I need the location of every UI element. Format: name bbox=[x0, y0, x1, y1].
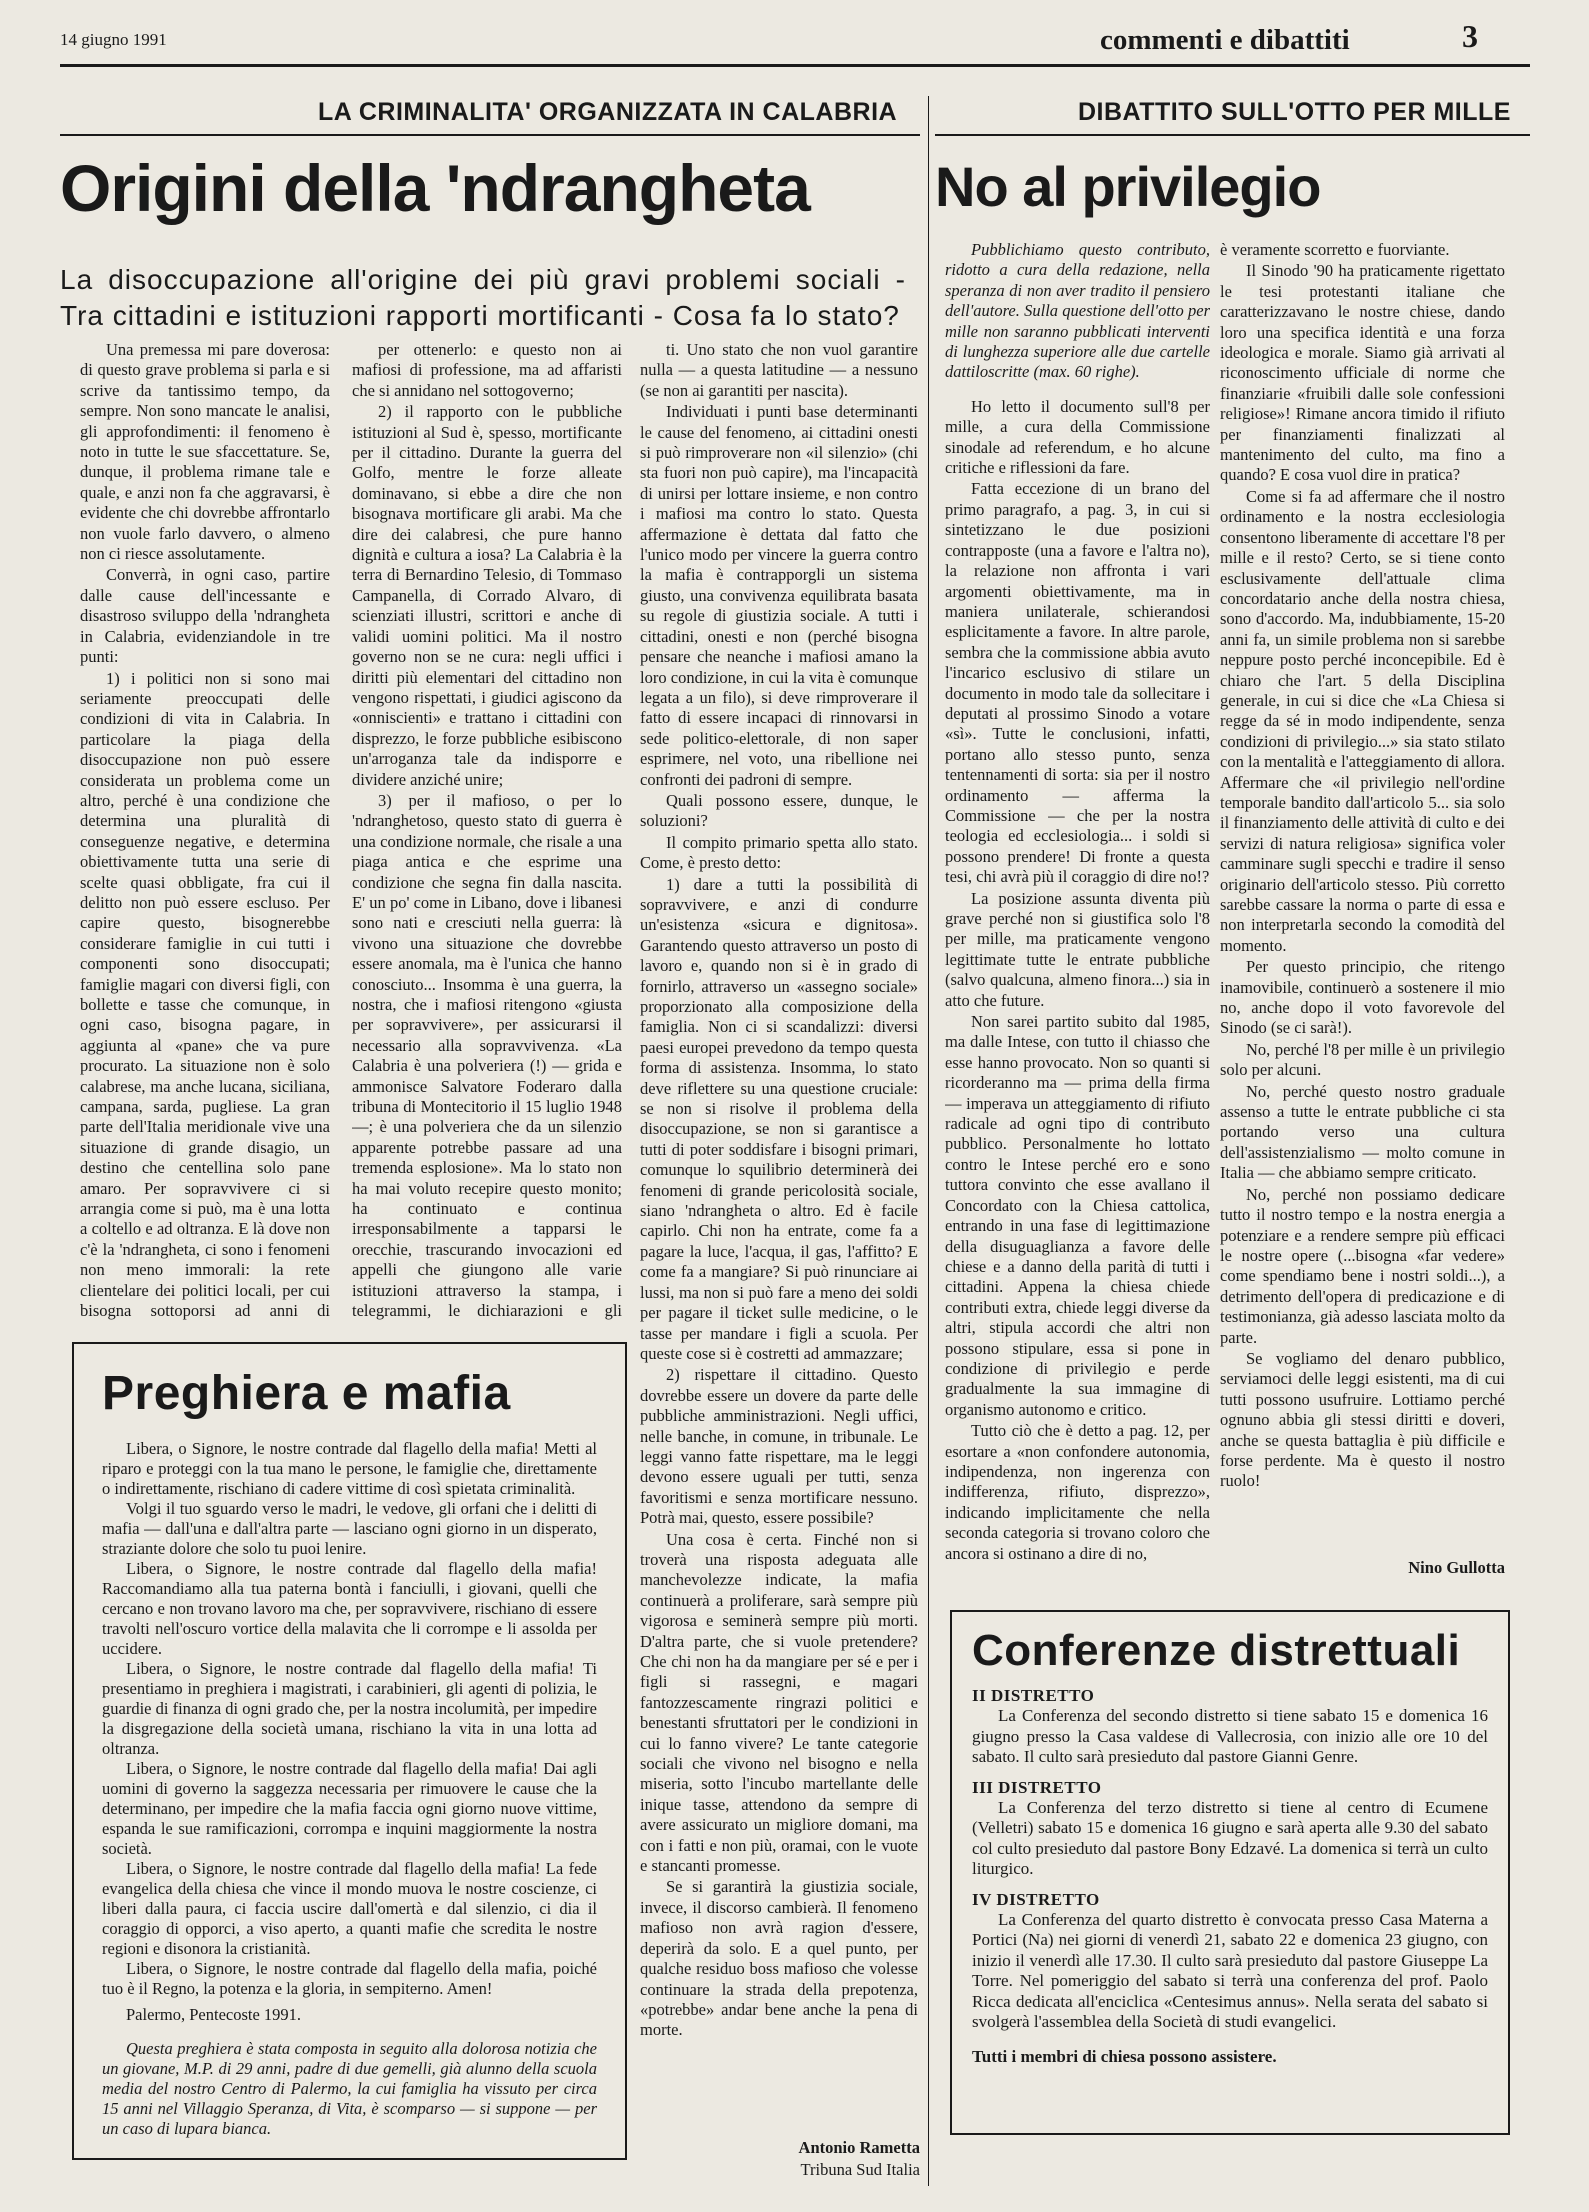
left-column-2 bbox=[352, 340, 622, 1320]
prayer-paragraph: Palermo, Pentecoste 1991. bbox=[126, 2005, 302, 2024]
district-heading: III DISTRETTO bbox=[972, 1777, 1102, 1797]
district-text: La Conferenza del secondo distretto si tiene sabato 15 e domenica 16 giugno presso la Casa valdese di Vallecrosia, con inizio alle ore 10 del sabato. Il culto sarà presieduto dal pastore Gianni Genre. bbox=[972, 1706, 1488, 1766]
right-col2-paragraph: Il Sinodo '90 ha praticamente rigettato le tesi protestanti italiane che caratterizzavano le nostre chiese, dando loro una specifica identità e una forza ideologica e morale. Siamo già arrivati al riconoscimento ufficiale di norme che finanziarie «fruibili dalle sole confessioni religiose»! Rimane ancora timido il rifiuto per finanziamenti finalizzati al mantenimento del culto, ma fino a quando? E cosa vuol dire in pratica? bbox=[1220, 261, 1505, 485]
prayer-title: Preghiera e mafia bbox=[102, 1367, 511, 1420]
prayer-paragraph: Libera, o Signore, le nostre contrade dal flagello della mafia! Dai agli uomini di governo la saggezza necessaria per rimuovere le cause che la determinano, per impedire che la mafia faccia ogni giorno nuove vittime, espanda le sue ramificazioni, corrompa e inquini maggiormente la nostra società. bbox=[102, 1759, 597, 1858]
issue-date: 14 giugno 1991 bbox=[60, 30, 167, 49]
left-headline: Origini della 'ndrangheta bbox=[60, 151, 810, 225]
left-col3-paragraph: Una cosa è certa. Finché non si troverà una risposta adeguata alle manchevolezze indicate, la mafia continuerà a proliferare, sarà sempre più vigorosa e seminerà sempre più morti. D'altra parte, che si vuole pretendere? Che chi non ha da mangiare per sé e per i figli si rassegni, e magari fantozzescamente ringrazi politici e benestanti sfruttatori per le condizioni in cui lo fanno vivere? Le tante categorie sociali che vivono nel bisogno e nella miseria, sotto l'incubo martellante delle inique tasse, attendono da sempre di avere assicurato un migliore domani, ma con i fatti e non più, oramai, con le vuote e stancanti promesse. bbox=[640, 1529, 918, 1876]
right-col1-paragraph: Fatta eccezione di un brano del primo paragrafo, a pag. 3, in cui si sintetizzano le due posizioni contrapposte (una a favore e l'altra no), la relazione non affronta i vari argomenti obiettivamente, ma in maniera unilaterale, schierandosi esplicitamente a favore. In altre parole, sembra che la commissione abbia avuto l'incarico esclusivo di stilare un documento in modo tale da sollecitare i deputati al prossimo Sinodo a votare «sì». Tutte le conclusioni, infatti, portano allo stesso punto, senza tentennamenti di sorta: sia per il nostro ordinamento — afferma la Commissione — che per la nostra teologia ed ecclesiologia... i soldi si possono prendere! Di fronte a questa tesi, chi avrà più il coraggio di dire no!? bbox=[945, 479, 1210, 887]
right-kicker-rule bbox=[935, 134, 1530, 136]
right-col2-paragraph: No, perché questo nostro graduale assenso a tutte le entrate pubbliche ci sta portando verso una cultura dell'assistenzialismo — molto comune in Italia — che abbiamo sempre criticato. bbox=[1220, 1081, 1505, 1183]
prayer-paragraph: Libera, o Signore, le nostre contrade dal flagello della mafia! Raccomandiamo alla tua paterna bontà i fanciulli, i giovani, quelli che cercano e non trovano lavoro ma che, per sopravvivere, rischiano di essere travolti nell'oscuro vortice della malavita che li corrompe e li assolda per uccidere. bbox=[102, 1559, 597, 1658]
prayer-box bbox=[72, 1342, 627, 2160]
right-col2-paragraph: No, perché non possiamo dedicare tutto il nostro tempo e la nostra energia a potenziare e a rendere sempre più efficaci le nostre opere (...bisogna «far vedere» come spendiamo bene i nostri soldi...), a detrimento dell'opera di predicazione e di testimonianza, già adesso lasciata molto da parte. bbox=[1220, 1184, 1505, 1347]
right-col1-paragraph: Ho letto il documento sull'8 per mille, a cura della Commissione sinodale ad referendum, e ho alcune critiche e riflessioni da fare. bbox=[945, 396, 1210, 478]
left-col3-paragraph: Il compito primario spetta allo stato. Come, è presto detto: bbox=[640, 832, 918, 873]
right-kicker: DIBATTITO SULL'OTTO PER MILLE bbox=[1078, 98, 1511, 126]
prayer-paragraph: Libera, o Signore, le nostre contrade dal flagello della mafia! Ti presentiamo in preghiera i magistrati, i carabinieri, gli agenti di polizia, le guardie di finanza di ogni grado che, per la nostra incolumità, per impedire la disgregazione della società umana, rischiano la vita in una lotta ad oltranza. bbox=[102, 1659, 597, 1758]
left-col3-paragraph: Se si garantirà la giustizia sociale, invece, il discorso cambierà. Il fenomeno mafioso non avrà ragion d'essere, deperirà da solo. E a quel punto, per qualche residuo boss mafioso che volesse continuare la strada della prepotenza, «potrebbe» andar bene anche la pena di morte. bbox=[640, 1877, 918, 2040]
prayer-paragraph: Volgi il tuo sguardo verso le madri, le vedove, gli orfani che i delitti di mafia — dall'una e dall'altra parte — lasciano ogni giorno in un disperato, straziante dolore che solo tu puoi lenire. bbox=[102, 1499, 597, 1558]
right-author: Nino Gullotta bbox=[1408, 1558, 1505, 1577]
left-author: Antonio Rametta bbox=[798, 2138, 920, 2157]
prayer-paragraph: Libera, o Signore, le nostre contrade dal flagello della mafia! Metti al riparo e proteggi con la tua mano le persone, le famiglie che, direttamente o indirettamente, rischiano di cadere vittime di così spietata criminalità. bbox=[102, 1439, 597, 1498]
left-column-1 bbox=[80, 340, 330, 1320]
left-subtitle: La disoccupazione all'origine dei più gravi problemi sociali - Tra cittadini e istituzioni rapporti mortificanti - Cosa fa lo stato? bbox=[60, 264, 906, 331]
conferences-footer: Tutti i membri di chiesa possono assistere. bbox=[972, 2046, 1277, 2066]
left-column-3 bbox=[640, 340, 918, 2135]
right-col2-paragraph: è veramente scorretto e fuorviante. bbox=[1220, 240, 1450, 259]
left-author-source: Tribuna Sud Italia bbox=[800, 2160, 920, 2179]
left-kicker-rule bbox=[60, 134, 920, 136]
left-col2-paragraph: 2) il rapporto con le pubbliche istituzioni al Sud è, spesso, mortificante per il cittadino. Durante la guerra del Golfo, mentre le forze alleate dominavano, si ebbe a dire che non bisognava mortificare gli arabi. Ma che dire dei calabresi, che pure hanno dignità e cultura a iosa? La Calabria è la terra di Bernardino Telesio, di Tommaso Campanella, di Corrado Alvaro, di scienziati illustri, scrittori e anche di validi uomini politici. Ma il nostro governo non se ne cura: negli uffici i diritti più elementari del cittadino non vengono rispettati, i giudici agiscono da «onniscienti» e trattano i cittadini con disprezzo, le forze pubbliche esibiscono un'arroganza tale da indisporre e dividere anziché unire; bbox=[352, 402, 622, 789]
left-col3-paragraph: 1) dare a tutti la possibilità di sopravvivere, e anzi di condurre un'esistenza «sicura e dignitosa». Garantendo questo attraverso un posto di lavoro e, quando non si è in grado di fornirlo, attraverso un «assegno sociale» proporzionato alla composizione della famiglia. Non ci si scandalizzi: diversi paesi europei prevedono da tempo questa forma di assistenza. Insomma, lo stato deve riflettere su una questione cruciale: se non si risolve il problema della disoccupazione, se non si garantisce a tutti di poter soddisfare i bisogni primari, comunque lo squilibrio determinerà dei fenomeni di grande pericolosità sociale, siano 'ndrangheta o altro. Ed è facile capirlo. Chi non ha entrate, come fa a pagare la luce, l'acqua, il gas, l'affitto? E come fa a mangiare? Si può rinunciare ai lussi, ma non si può fare a meno dei soldi per pagare il ticket sulle medicine, o le tasse per mandare i figli a scuola. Per queste cose si è costretti ad ammazzare; bbox=[640, 874, 918, 1363]
prayer-paragraph: Libera, o Signore, le nostre contrade dal flagello della mafia, poiché tuo è il Regno, la potenza e la gloria, in sempiterno. Amen! bbox=[102, 1959, 597, 1998]
left-col1-paragraph: Una premessa mi pare doverosa: di questo grave problema si parla e si scrive da tantissimo tempo, da sempre. Non sono mancate le analisi, gli approfondimenti: il fenomeno è noto in tutte le sue sfaccettature. Se, dunque, il problema rimane tale e quale, e anzi non fa che aggravarsi, è evidente che chi dovrebbe affrontarlo non vuole farlo davvero, o almeno non ci riesce assolutamente. bbox=[80, 340, 330, 564]
left-col1-paragraph: Converrà, in ogni caso, partire dalle cause dell'incessante e disastroso sviluppo della 'ndrangheta in Calabria, evidenziandole in tre punti: bbox=[80, 565, 330, 667]
right-column-2 bbox=[1220, 240, 1505, 1560]
left-col3-paragraph: ti. Uno stato che non vuol garantire nulla — a questa latitudine — a nessuno (se non ai garantiti per nascita). bbox=[640, 340, 918, 400]
right-col2-paragraph: Se vogliamo del denaro pubblico, serviamoci delle leggi esistenti, ma di cui tutti possono usufruire. Lottiamo perché ognuno abbia gli stessi diritti e doveri, anche se questa battaglia è più difficile e forse perdente. Ma è questo il nostro ruolo! bbox=[1220, 1348, 1505, 1491]
conferences-title: Conferenze distrettuali bbox=[972, 1626, 1461, 1675]
district-heading: IV DISTRETTO bbox=[972, 1889, 1100, 1909]
right-intro: Pubblichiamo questo contributo, ridotto a cura della redazione, nella speranza di non aver tradito il pensiero dell'autore. Sulla questione dell'otto per mille non saranno pubblicati interventi di lunghezza superiore alle due cartelle dattiloscritte (max. 60 righe). bbox=[945, 240, 1210, 382]
left-col2-paragraph: per ottenerlo: e questo non ai mafiosi di professione, ma ad affaristi che si annidano nel sottogoverno; bbox=[352, 340, 622, 400]
district-text: La Conferenza del terzo distretto si tiene al centro di Ecumene (Velletri) sabato 15 e domenica 16 giugno e sarà aperta alle 9.30 del sabato col culto presieduto dal pastore Bony Edzavé. La domenica si terrà un culto liturgico. bbox=[972, 1797, 1488, 1878]
header-rule bbox=[60, 64, 1530, 67]
right-column-1 bbox=[945, 240, 1210, 1600]
right-col2-paragraph: Come si fa ad affermare che il nostro ordinamento e la nostra ecclesiologia consentono liberamente di accettare l'8 per mille e il resto? Certo, se si tiene conto esclusivamente dell'attuale clima concordatario anche della nostra chiesa, sono d'accordo. Ma, indubbiamente, 15-20 anni fa, un simile problema non si sarebbe neppure posto perché inconcepibile. Ed è chiaro che l'art. 5 della Disciplina generale, in cui si dice che «La Chiesa si regge da sé in modo indipendente, senza condizioni di privilegio...» sia stato stilato con la mentalità e l'atteggiamento di allora. Affermare che «il privilegio nell'ordine temporale bandito dall'articolo 5... sia solo il finanziamento delle attività di culto e dei servizi di natura religiosa» significa voler camminare sugli specchi e tradire il senso originario dell'articolo stesso. Più corretto sarebbe cassare la norma o parte di essa e non interpretarla secondo la comodità del momento. bbox=[1220, 486, 1505, 955]
right-col1-paragraph: Tutto ciò che è detto a pag. 12, per esortare a «non confondere autonomia, indipendenza, non ingerenza con indifferenza, rifiuto, disprezzo», indicando implicitamente che nella seconda categoria si trovano coloro che ancora si ostinano a dire di no, bbox=[945, 1421, 1210, 1563]
right-col2-paragraph: Per questo principio, che ritengo inamovibile, continuerò a sostenere il mio no, anche dopo il voto favorevole del Sinodo (se ci sarà!). bbox=[1220, 957, 1505, 1038]
column-divider bbox=[928, 96, 929, 2186]
right-col1-paragraph: Non sarei partito subito dal 1985, ma dalle Intese, con tutto il chiasso che esse hanno provocato. Non so quanti si ricorderanno ma — prima della firma — imperava un atteggiamento di rifiuto radicale ad ogni tipo di contributo pubblico. Personalmente ho lottato contro le Intese perché ero e sono tuttora convinto che esse avallano il Concordato con la Chiesa cattolica, entrando in una fase di legittimazione della disuguaglianza a favore delle chiese e a danno della parità di tutti i cittadini. Appena la chiesa chiede contributi extra, chiede leggi diverse da altri, stipula accordi che altri non possono stipulare, essa si pone in condizione di privilegio e perde gradualmente la sua immagine di organismo autonomo e critico. bbox=[945, 1012, 1210, 1419]
right-col1-paragraph: La posizione assunta diventa più grave perché non si giustifica solo l'8 per mille, ma praticamente vengono legittimate tutte le entrate pubbliche (salvo qualcuna, almeno finora...) sia in atto che future. bbox=[945, 888, 1210, 1010]
left-col3-paragraph: 2) rispettare il cittadino. Questo dovrebbe essere un dovere da parte delle pubbliche amministrazioni. Negli uffici, nelle banche, in comune, in tribunale. Le leggi vanno fatte rispettare, ma le leggi devono essere uguali per tutti, senza favoritismi e senza mortificare nessuno. Potrà mai, questo, essere possibile? bbox=[640, 1365, 918, 1528]
section-title: commenti e dibattiti bbox=[1100, 24, 1350, 56]
left-col3-paragraph: Quali possono essere, dunque, le soluzioni? bbox=[640, 790, 918, 831]
left-col1-paragraph: 1) i politici non si sono mai seriamente preoccupati delle condizioni di vita in Calabria. In particolare la piaga della disoccupazione non può essere considerata un problema come un altro, perché è una condizione che determina una pluralità di conseguenze negative, e determina obiettivamente tutta una serie di scelte quasi obbligate, fra cui il delitto non può essere escluso. Per capire questo, bisognerebbe considerare famiglie in cui tutti i componenti sono disoccupati; famiglie magari con diversi figli, con bollette e tasse che comunque, in ogni caso, bisogna pagare, in aggiunta al «pane» che va pure procurato. La situazione non è solo calabrese, ma anche lucana, siciliana, campana, sarda, pugliese. La gran parte dell'Italia meridionale vive una situazione di grande disagio, un destino che centellina solo pane amaro. Per sopravvivere ci si arrangia come si può, ma è una lotta a coltello e ad oltranza. E là dove non c'è la 'ndrangheta, ci sono i fenomeni non meno immorali: la rete clientelare dei politici locali, per cui bisogna sottoporsi ad anni di bbox=[80, 668, 330, 1320]
right-col2-paragraph: No, perché l'8 per mille è un privilegio solo per alcuni. bbox=[1220, 1039, 1505, 1080]
district-text: La Conferenza del quarto distretto è convocata presso Casa Materna a Portici (Na) nei giorni di venerdì 21, sabato 22 e domenica 23 giugno, con inizio il venerdì alle 17.30. Il culto sarà presieduto dal pastore Giuseppe La Torre. Nel pomeriggio del sabato si terrà una conferenza del prof. Paolo Ricca dedicata all'enciclica «Centesimus annus». Nella serata del sabato si svolgerà l'assemblea della Società di studi evangelici. bbox=[972, 1909, 1488, 2031]
prayer-paragraph: Libera, o Signore, le nostre contrade dal flagello della mafia! La fede evangelica della chiesa che vince il mondo muova le nostre coscienze, ci liberi dalla paura, ci faccia uscire dall'omertà e dal silenzio, ci dia il coraggio di opporci, a viso aperto, a quanti mafie che scredita le nostre regioni e disonora la cristianità. bbox=[102, 1859, 597, 1958]
conferences-box bbox=[950, 1610, 1510, 2135]
right-headline: No al privilegio bbox=[935, 155, 1321, 218]
district-heading: II DISTRETTO bbox=[972, 1686, 1095, 1705]
left-col3-paragraph: Individuati i punti base determinanti le cause del fenomeno, ai cittadini onesti si può rimproverare non «il silenzio» (chi sta fuori non può capire), ma l'incapacità di unirsi per lottare insieme, e non contro i mafiosi ma contro lo stato. Questa affermazione è dettata dal fatto che l'unico modo per vincere la guerra contro la mafia è contrapporgli un sistema giusto, una convivenza equilibrata basata su regole di giustizia sociale. A tutti i cittadini, onesti e non (perché bisogna pensare che neanche i mafiosi amano la loro condizione, in cui la vita è comunque legata a un filo), si deve rimproverare il fatto di essere incapaci di rinnovarsi in sede politico-elettorale, di non saper esprimere, nel voto, una ribellione nei confronti dei padroni di sempre. bbox=[640, 402, 918, 789]
page-number: 3 bbox=[1462, 18, 1478, 54]
prayer-note: Questa preghiera è stata composta in seguito alla dolorosa notizia che un giovane, M.P. di 29 anni, padre di due gemelli, già alunno della scuola media del nostro Centro di Palermo, la cui famiglia ha vissuto per circa 15 anni nel Villaggio Speranza, di Vita, è scomparso — si suppone — per un caso di lupara bianca. bbox=[102, 2039, 597, 2138]
left-col2-paragraph: 3) per il mafioso, o per lo 'ndranghetoso, questo stato di guerra è una condizione normale, che risale a una piaga antica e che esprime una condizione che segna fin dalla nascita. E' un po' come in Libano, dove i libanesi sono nati e cresciuti nella guerra: là vivono una situazione che dovrebbe essere anomala, ma è l'unica che hanno conosciuto... Insomma è una guerra, la nostra, che i mafiosi ritengono «giusta per sopravvivere», per assicurarsi il necessario alla sopravvivenza. «La Calabria è una polveriera (!) — grida e ammonisce Salvatore Foderaro dalla tribuna di Montecitorio il 15 luglio 1948 —; è una polveriera che da un silenzio apparente potrebbe passare ad una tremenda esplosione». Ma lo stato non ha mai voluto recepire questo monito; ha continuato e continua irresponsabilmente a tapparsi le orecchie, trascurando invocazioni ed appelli che giungono alle varie istituzioni attraverso la stampa, i telegrammi, le dichiarazioni e gli bbox=[352, 790, 622, 1320]
left-kicker: LA CRIMINALITA' ORGANIZZATA IN CALABRIA bbox=[318, 98, 898, 126]
